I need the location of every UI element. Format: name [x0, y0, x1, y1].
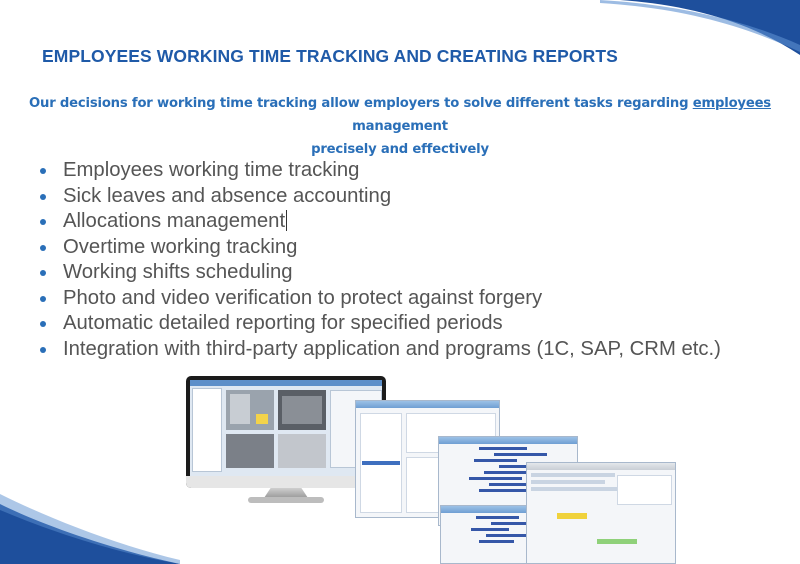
subtitle-text-end: management — [352, 119, 448, 134]
software-window-4 — [526, 462, 676, 564]
list-item — [38, 235, 721, 261]
bullet-icon — [40, 270, 46, 276]
list-item — [38, 311, 721, 337]
subtitle-text-start: Our decisions for working time tracking allow employers to solve different tasks regarding — [29, 96, 693, 111]
list-item-text: Integration with third-party application and programs (1C, SAP, CRM etc.) — [63, 337, 721, 360]
bullet-icon — [40, 245, 46, 251]
list-item-text: Working shifts scheduling — [63, 261, 293, 283]
bullet-icon — [40, 219, 46, 225]
list-item-text: Allocations management — [63, 210, 286, 232]
list-item — [38, 260, 721, 286]
bullet-icon — [40, 194, 46, 200]
list-item — [38, 158, 721, 184]
feature-list — [38, 158, 721, 362]
corner-decoration-bottom-left — [0, 494, 180, 564]
list-item-text: Sick leaves and absence accounting — [63, 184, 392, 207]
subtitle — [20, 92, 780, 161]
list-item-text: Employees working time tracking — [63, 159, 360, 181]
monitor-base — [248, 497, 324, 503]
subtitle-line-2: precisely and effectively — [311, 142, 489, 157]
list-item-text: Overtime working tracking — [63, 235, 298, 258]
bullet-icon — [40, 347, 46, 353]
text-cursor — [286, 210, 287, 231]
list-item-text: Photo and video verification to protect against forgery — [63, 286, 543, 309]
bullet-icon — [40, 296, 46, 302]
bullet-icon — [40, 321, 46, 327]
subtitle-underlined-word: employees — [692, 96, 771, 111]
list-item — [38, 337, 721, 363]
list-item — [38, 286, 721, 312]
page-title: EMPLOYEES WORKING TIME TRACKING AND CREATING REPORTS — [42, 46, 618, 66]
list-item — [38, 209, 721, 235]
bullet-icon — [40, 168, 46, 174]
list-item — [38, 184, 721, 210]
list-item-text: Automatic detailed reporting for specified periods — [63, 312, 503, 334]
corner-decoration-top-right — [600, 0, 800, 60]
